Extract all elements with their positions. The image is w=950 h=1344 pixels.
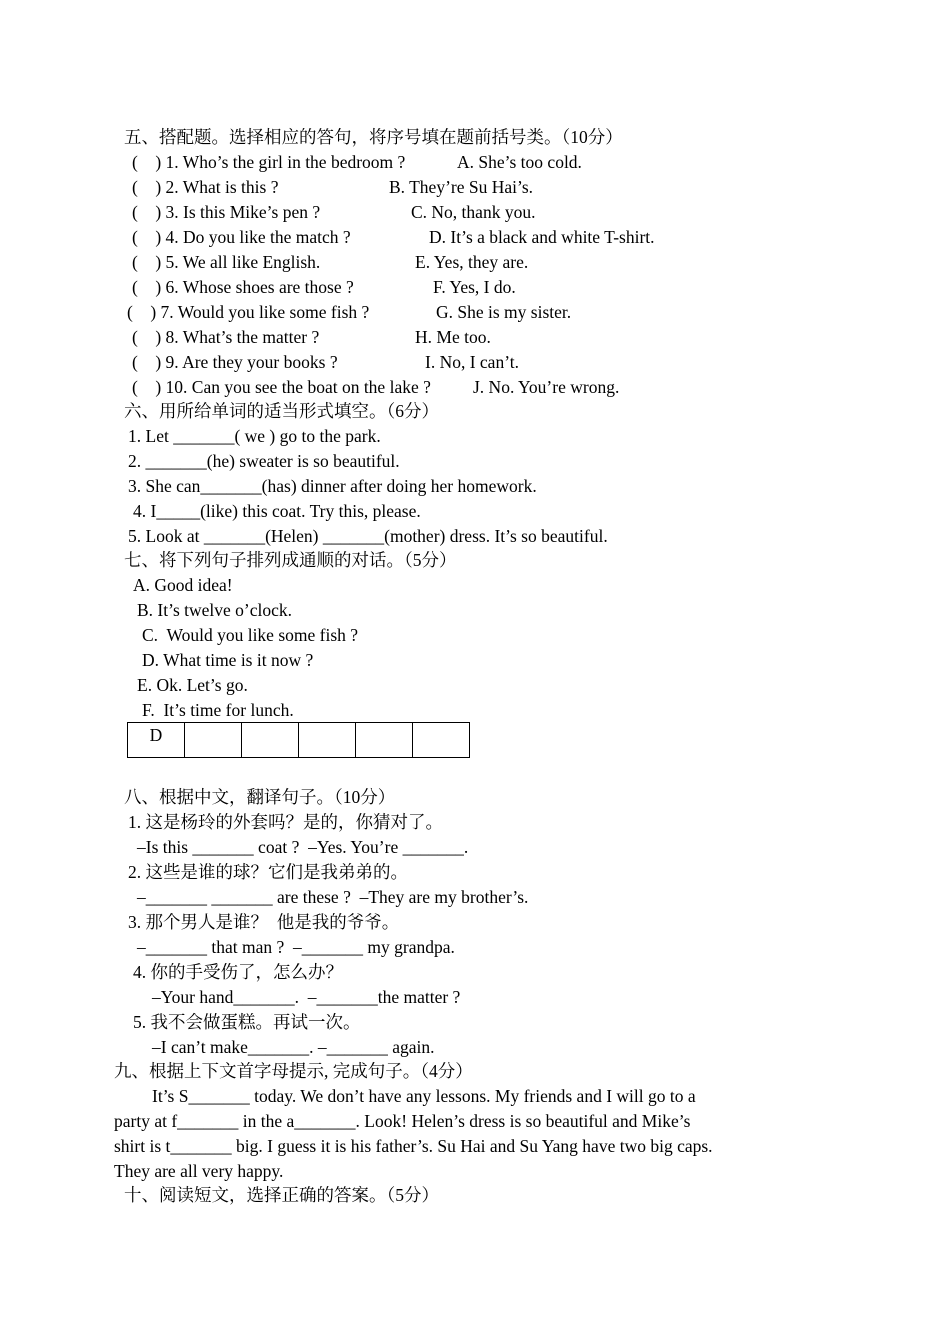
dialog-sentence-d: D. What time is it now ?	[142, 650, 314, 670]
match-question-6: ( ) 6. Whose shoes are those ?	[132, 277, 354, 297]
match-answer-c: C. No, thank you.	[411, 202, 536, 222]
dialog-sentence-c: C. Would you like some fish ?	[142, 625, 359, 645]
dialog-sentence-f: F. It’s time for lunch.	[142, 700, 294, 720]
match-answer-g: G. She is my sister.	[436, 302, 572, 322]
dialog-sentence-e: E. Ok. Let’s go.	[137, 675, 248, 695]
match-question-4: ( ) 4. Do you like the match ?	[132, 227, 351, 247]
translate-chinese-4: 4. 你的手受伤了，怎么办？	[133, 962, 343, 982]
section-10-title: 十、阅读短文，选择正确的答案。（5分）	[124, 1185, 439, 1205]
section-7-title: 七、将下列句子排列成通顺的对话。（5分）	[124, 550, 457, 570]
fill-line-4: 4. I_____(like) this coat. Try this, please.	[133, 501, 421, 521]
fill-line-3: 3. She can_______(has) dinner after doing her homework.	[128, 476, 537, 496]
answer-cell-4[interactable]	[299, 723, 356, 758]
section-9-title: 九、根据上下文首字母提示, 完成句子。（4分）	[114, 1061, 473, 1081]
translate-english-1: –Is this _______ coat ? –Yes. You’re _______.	[137, 837, 469, 857]
passage-line-4: They are all very happy.	[114, 1161, 284, 1181]
match-answer-j: J. No. You’re wrong.	[473, 377, 620, 397]
answer-cell-2[interactable]	[185, 723, 242, 758]
fill-line-1: 1. Let _______( we ) go to the park.	[128, 426, 381, 446]
answer-order-row	[128, 723, 470, 758]
match-question-9: ( ) 9. Are they your books ?	[132, 352, 338, 372]
passage-line-1: It’s S_______ today. We don’t have any lessons. My friends and I will go to a	[152, 1086, 696, 1106]
match-question-2: ( ) 2. What is this ?	[132, 177, 279, 197]
translate-chinese-2: 2. 这些是谁的球？它们是我弟弟的。	[128, 862, 408, 882]
dialog-sentence-b: B. It’s twelve o’clock.	[137, 600, 293, 620]
match-question-3: ( ) 3. Is this Mike’s pen ?	[132, 202, 321, 222]
match-answer-f: F. Yes, I do.	[433, 277, 516, 297]
match-question-10: ( ) 10. Can you see the boat on the lake ?	[132, 377, 431, 397]
translate-english-4: –Your hand_______. –_______the matter ?	[152, 987, 461, 1007]
match-answer-d: D. It’s a black and white T-shirt.	[429, 227, 655, 247]
match-question-1: ( ) 1. Who’s the girl in the bedroom ?	[132, 152, 406, 172]
answer-cell-3[interactable]	[242, 723, 299, 758]
match-answer-h: H. Me too.	[415, 327, 491, 347]
match-answer-i: I. No, I can’t.	[425, 352, 519, 372]
section-5-title: 五、搭配题。选择相应的答句，将序号填在题前括号类。（10分）	[124, 127, 623, 147]
answer-cell-1[interactable]: D	[128, 723, 185, 758]
match-answer-a: A. She’s too cold.	[457, 152, 582, 172]
passage-line-2: party at f_______ in the a_______. Look! Helen’s dress is so beautiful and Mike’s	[114, 1111, 691, 1131]
answer-cell-6[interactable]	[413, 723, 470, 758]
fill-line-5: 5. Look at _______(Helen) _______(mother) dress. It’s so beautiful.	[128, 526, 608, 546]
answer-cell-5[interactable]	[356, 723, 413, 758]
translate-english-2: –_______ _______ are these ? –They are my brother’s.	[137, 887, 529, 907]
translate-english-5: –I can’t make_______. –_______ again.	[152, 1037, 435, 1057]
translate-english-3: –_______ that man ? –_______ my grandpa.	[137, 937, 455, 957]
translate-chinese-5: 5. 我不会做蛋糕。再试一次。	[133, 1012, 361, 1032]
match-question-5: ( ) 5. We all like English.	[132, 252, 321, 272]
translate-chinese-1: 1. 这是杨玲的外套吗？是的，你猜对了。	[128, 812, 443, 832]
match-question-7: ( ) 7. Would you like some fish ?	[127, 302, 370, 322]
translate-chinese-3: 3. 那个男人是谁？ 他是我的爷爷。	[128, 912, 400, 932]
match-answer-e: E. Yes, they are.	[415, 252, 529, 272]
match-answer-b: B. They’re Su Hai’s.	[389, 177, 534, 197]
section-8-title: 八、根据中文，翻译句子。（10分）	[124, 787, 396, 807]
section-6-title: 六、用所给单词的适当形式填空。（6分）	[124, 401, 439, 421]
dialog-sentence-a: A. Good idea!	[133, 575, 233, 595]
match-question-8: ( ) 8. What’s the matter ?	[132, 327, 320, 347]
answer-order-table	[127, 722, 470, 758]
passage-line-3: shirt is t_______ big. I guess it is his father’s. Su Hai and Su Yang have two big caps.	[114, 1136, 713, 1156]
fill-line-2: 2. _______(he) sweater is so beautiful.	[128, 451, 400, 471]
